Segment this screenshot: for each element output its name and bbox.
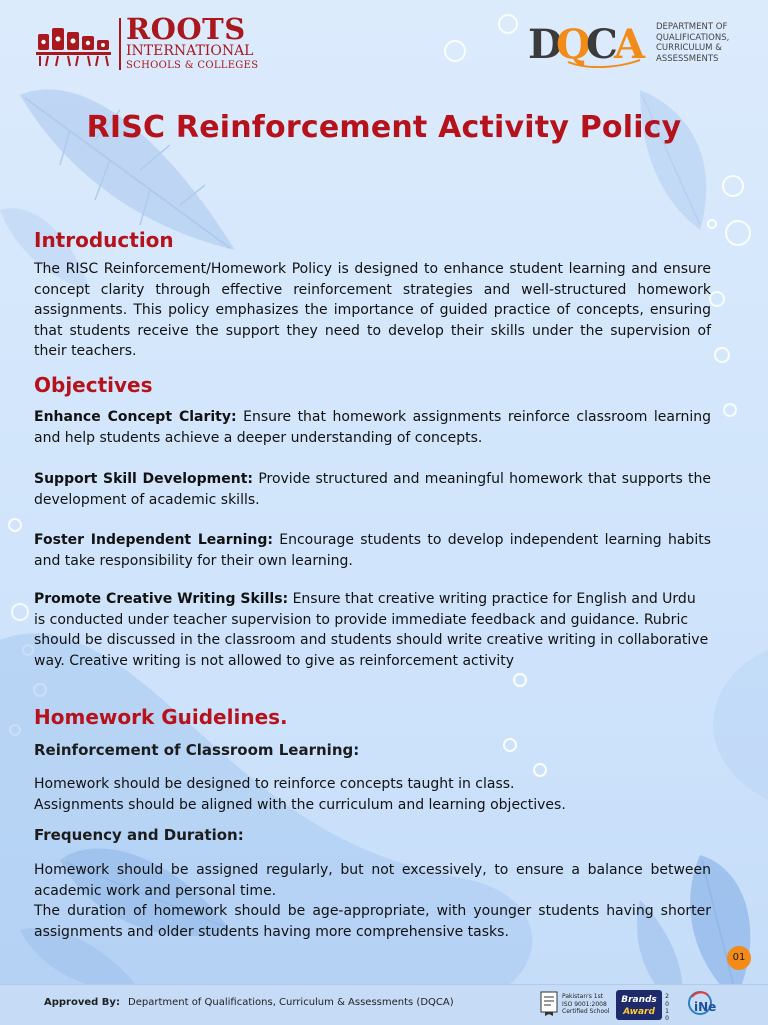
roots-logo [34,12,264,74]
guideline-line: Homework should be assigned regularly, but not excessively, to ensure a balance between academic work and personal time. [34,862,711,899]
svg-text:0: 0 [665,1015,669,1022]
svg-text:D: D [528,21,563,68]
dqca-logo [528,18,748,73]
objective-text: Encourage students to develop independent learning habits and take responsibility for their own learning. [34,532,711,569]
dqca-wordmark-icon [528,18,650,68]
objective-item [34,530,711,571]
page-title: RISC Reinforcement Activity Policy [86,110,682,145]
svg-text:0: 0 [665,1001,669,1008]
objective-label: Foster Independent Learning: [34,532,273,548]
objective-label: Support Skill Development: [34,471,254,487]
svg-text:iNe: iNe [694,1000,717,1014]
guideline-section-text [34,774,711,815]
roots-subtitle: INTERNATIONAL [126,43,254,59]
objective-item [34,589,711,671]
approved-by-label: Approved By: [44,997,120,1008]
introduction-text: The RISC Reinforcement/Homework Policy is designed to enhance student learning and ensure concept clarity through effective reinforcement strategies and well-structured homework assignments. This policy emphasizes the importance of guided practice of concepts, ensuring that students receive the support they need to develop their skills under the supervision of their teachers. [34,261,711,359]
objective-item [34,469,711,510]
guideline-section-title: Frequency and Duration: [34,826,244,844]
objective-text: Provide structured and meaningful homework that supports the development of academic skills. [34,471,711,508]
roots-name: ROOTS [126,12,246,46]
objective-label: Promote Creative Writing Skills: [34,591,289,607]
guideline-section-title: Reinforcement of Classroom Learning: [34,741,360,759]
svg-text:2: 2 [665,993,669,1000]
objectives-heading: Objectives [34,373,153,397]
iso-line: ISO 9001:2008 [562,1000,607,1008]
svg-text:Q: Q [556,21,591,68]
iso-certificate-icon [540,991,558,1017]
guideline-section-text [34,860,711,942]
introduction-heading: Introduction [34,228,174,252]
dqca-line: ASSESSMENTS [656,53,719,64]
guideline-line: Assignments should be aligned with the curriculum and learning objectives. [34,796,566,813]
iso-badge [540,991,612,1021]
page-number-badge: 01 [727,946,751,970]
approved-by-value: Department of Qualifications, Curriculum & Assessments (DQCA) [128,997,454,1008]
objective-item [34,407,711,448]
roots-subtitle-2: SCHOOLS & COLLEGES [126,60,259,71]
svg-text:C: C [586,21,618,68]
iso-line: Pakistan's 1st [562,993,604,1000]
dqca-fullname [656,22,748,64]
objective-text: Ensure that creative writing practice for English and Urdu is conducted under teacher supervision to provide immediate feedback and guidance. Rubric should be discussed in the classroom and students should write creative writing in collaborative way. Creative writing is not allowed to give as reinforcement activity [34,591,709,669]
roots-divider [119,18,121,70]
svg-text:Award: Award [623,1007,655,1017]
ine-logo [686,989,726,1021]
dqca-line: CURRICULUM & [656,43,722,53]
guideline-line: Homework should be designed to reinforce concepts taught in class. [34,776,515,792]
guideline-line: The duration of homework should be age-appropriate, with younger students having shorter assignments and older students having more comprehensive tasks. [34,903,711,940]
iso-text [562,993,609,1016]
iso-line: Certified School [562,1008,610,1015]
brands-award-logo [614,988,672,1022]
svg-text:Brands: Brands [621,995,657,1005]
footer [0,984,768,1025]
dqca-line: QUALIFICATIONS, [656,32,730,43]
svg-text:A: A [614,21,646,68]
roots-emblem-icon [34,20,114,68]
objective-text: Ensure that homework assignments reinforce classroom learning and help students achieve a deeper understanding of concepts. [34,409,712,446]
svg-text:1: 1 [665,1008,669,1015]
guidelines-heading: Homework Guidelines. [34,705,288,729]
objective-label: Enhance Concept Clarity: [34,409,237,425]
dqca-line: DEPARTMENT OF [656,22,728,32]
